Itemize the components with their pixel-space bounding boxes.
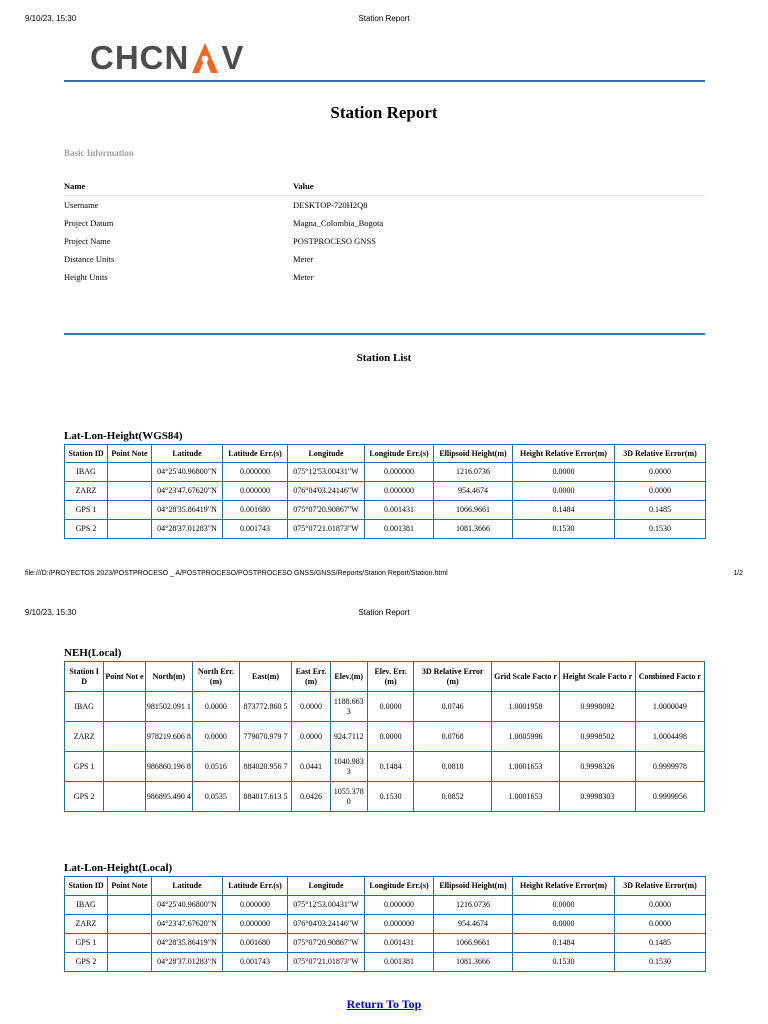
table-cell: 0.1530 bbox=[513, 953, 615, 972]
table-cell: 0.1530 bbox=[615, 953, 706, 972]
table-cell: GPS 1 bbox=[65, 501, 108, 520]
table-cell: 0.1484 bbox=[513, 501, 615, 520]
table-cell: 924.7112 bbox=[330, 722, 367, 752]
column-header: Latitude Err.(s) bbox=[223, 877, 288, 896]
table-cell: 1.0004498 bbox=[635, 722, 704, 752]
table-cell: 0.001431 bbox=[365, 934, 434, 953]
table-cell: 954.4674 bbox=[434, 915, 513, 934]
info-row-project-name bbox=[64, 232, 705, 250]
table-cell: 0.1485 bbox=[615, 501, 706, 520]
table-cell: 04°28'37.01283"N bbox=[152, 953, 223, 972]
table-header-row bbox=[65, 877, 706, 896]
table-row bbox=[65, 752, 705, 782]
col-value-header: Value bbox=[293, 181, 314, 191]
info-value: Meter bbox=[293, 272, 314, 282]
table-header-row bbox=[65, 445, 706, 463]
column-header: Combined Facto r bbox=[635, 662, 704, 692]
table-cell: GPS 1 bbox=[65, 934, 108, 953]
return-to-top-link[interactable]: Return To Top bbox=[346, 997, 422, 1011]
table-row bbox=[65, 520, 706, 539]
table-cell: 04°28'37.01283"N bbox=[152, 520, 223, 539]
table-cell: 1066.9661 bbox=[434, 501, 513, 520]
basic-info-head bbox=[64, 176, 705, 196]
table-cell: 04°25'40.96800"N bbox=[152, 896, 223, 915]
table-cell: GPS 2 bbox=[65, 520, 108, 539]
column-header: Station ID bbox=[65, 445, 108, 463]
table-row bbox=[65, 463, 706, 482]
header-divider bbox=[64, 80, 705, 82]
column-header: North Err. (m) bbox=[193, 662, 240, 692]
info-value: Meter bbox=[293, 254, 314, 264]
info-value: POSTPROCESO GNSS bbox=[293, 236, 376, 246]
column-header: Ellipsoid Height(m) bbox=[434, 445, 513, 463]
column-header: Station I D bbox=[65, 662, 104, 692]
print-datetime: 9/10/23, 15:30 bbox=[25, 608, 77, 617]
wgs84-table bbox=[64, 444, 706, 539]
table-cell: 1188.663 3 bbox=[330, 692, 367, 722]
table-cell: 0.0818 bbox=[414, 752, 492, 782]
table-cell: 04°23'47.67620"N bbox=[152, 482, 223, 501]
table-cell: 0.001431 bbox=[365, 501, 434, 520]
table-cell: GPS 1 bbox=[65, 752, 104, 782]
column-header: East(m) bbox=[239, 662, 292, 692]
logo-text-left: CHCN bbox=[90, 39, 190, 76]
table-cell: ZARZ bbox=[65, 482, 108, 501]
table-cell: 0.000000 bbox=[223, 482, 288, 501]
table-cell: IBAG bbox=[65, 463, 108, 482]
column-header: Point Note bbox=[108, 445, 152, 463]
column-header: Latitude bbox=[152, 445, 223, 463]
table-cell bbox=[108, 915, 152, 934]
column-header: Height Relative Error(m) bbox=[513, 445, 615, 463]
table-cell: 0.001381 bbox=[365, 520, 434, 539]
table-cell: 0.0441 bbox=[292, 752, 330, 782]
table-cell: 0.1530 bbox=[367, 782, 414, 812]
table-cell: 0.0000 bbox=[292, 722, 330, 752]
table-row bbox=[65, 501, 706, 520]
table-cell: 986860.196 8 bbox=[145, 752, 193, 782]
column-header: 3D Relative Error(m) bbox=[615, 445, 706, 463]
table-cell: 0.1530 bbox=[513, 520, 615, 539]
column-header: Longitude bbox=[288, 445, 365, 463]
table-cell: 0.0426 bbox=[292, 782, 330, 812]
page-title: Station Report bbox=[330, 103, 438, 122]
table-cell: 1.0001653 bbox=[491, 752, 559, 782]
table-cell: 873772.860 5 bbox=[239, 692, 292, 722]
table-cell: 075°07'20.90867"W bbox=[288, 934, 365, 953]
table-cell: 0.001680 bbox=[223, 934, 288, 953]
print-title: Station Report bbox=[358, 608, 410, 617]
table-cell bbox=[104, 692, 145, 722]
column-header: Elev.(m) bbox=[330, 662, 367, 692]
column-header: North(m) bbox=[145, 662, 193, 692]
table-cell bbox=[108, 520, 152, 539]
table-row bbox=[65, 953, 706, 972]
table-row bbox=[65, 896, 706, 915]
table-row bbox=[65, 782, 705, 812]
table-cell: 986895.490 4 bbox=[145, 782, 193, 812]
print-title: Station Report bbox=[358, 14, 410, 23]
table-cell: 0.1484 bbox=[367, 752, 414, 782]
table-cell: 0.001381 bbox=[365, 953, 434, 972]
table-cell: 1216.0736 bbox=[434, 463, 513, 482]
table-cell: 0.001743 bbox=[223, 520, 288, 539]
column-header: Ellipsoid Height(m) bbox=[434, 877, 513, 896]
table-cell: 0.0746 bbox=[414, 692, 492, 722]
column-header: Grid Scale Facto r bbox=[491, 662, 559, 692]
table-cell bbox=[108, 463, 152, 482]
table-cell: 04°25'40.96800"N bbox=[152, 463, 223, 482]
table-cell: 0.000000 bbox=[365, 915, 434, 934]
column-header: 3D Relative Error(m) bbox=[615, 877, 706, 896]
basic-info-table bbox=[64, 176, 705, 286]
info-row-height-units bbox=[64, 268, 705, 286]
table-cell: 0.0000 bbox=[367, 722, 414, 752]
print-file-path: file:///D:/PROYECTOS 2023/POSTPROCESO _ A/POSTPROCESO/POSTPROCESO GNSS/GNSS/Reports/Station Report/Station.html bbox=[25, 570, 448, 577]
table-cell: GPS 2 bbox=[65, 953, 108, 972]
table-cell: 0.000000 bbox=[365, 463, 434, 482]
table-cell: 0.0000 bbox=[615, 463, 706, 482]
column-header: East Err. (m) bbox=[292, 662, 330, 692]
table-cell bbox=[108, 934, 152, 953]
table-cell: 0.0000 bbox=[292, 692, 330, 722]
info-name: Username bbox=[64, 200, 99, 210]
table-cell: 1081.3666 bbox=[434, 953, 513, 972]
table-cell: 0.9998303 bbox=[560, 782, 635, 812]
table-cell: 1.0005996 bbox=[491, 722, 559, 752]
table-cell: 978219.606 8 bbox=[145, 722, 193, 752]
table-cell: 884020.956 7 bbox=[239, 752, 292, 782]
table-cell: ZARZ bbox=[65, 722, 104, 752]
table-cell: 0.001743 bbox=[223, 953, 288, 972]
table-cell bbox=[108, 501, 152, 520]
table-row bbox=[65, 482, 706, 501]
table-cell: 04°28'35.86419"N bbox=[152, 934, 223, 953]
table-cell: 0.9998092 bbox=[560, 692, 635, 722]
table-cell: 0.0000 bbox=[513, 482, 615, 501]
table-cell: 0.000000 bbox=[223, 463, 288, 482]
local-table-title: Lat-Lon-Height(Local) bbox=[64, 862, 173, 874]
info-row-username bbox=[64, 196, 705, 214]
table-cell: 954.4674 bbox=[434, 482, 513, 501]
column-header: Point Note bbox=[108, 877, 152, 896]
basic-info-label: Basic Information bbox=[64, 148, 134, 158]
column-header: 3D Relative Error (m) bbox=[414, 662, 492, 692]
wgs84-table-title: Lat-Lon-Height(WGS84) bbox=[64, 430, 183, 442]
table-cell: 1040.983 3 bbox=[330, 752, 367, 782]
table-cell: 0.0000 bbox=[513, 463, 615, 482]
table-cell: GPS 2 bbox=[65, 782, 104, 812]
table-cell bbox=[108, 953, 152, 972]
info-value: DESKTOP-720H2Q8 bbox=[293, 200, 368, 210]
neh-table-title: NEH(Local) bbox=[64, 647, 122, 659]
neh-table bbox=[64, 661, 705, 812]
table-cell bbox=[104, 722, 145, 752]
chcnav-logo bbox=[90, 40, 244, 76]
table-cell: 0.0000 bbox=[513, 915, 615, 934]
table-cell bbox=[104, 782, 145, 812]
table-cell: 0.9998326 bbox=[560, 752, 635, 782]
table-cell: 04°28'35.86419"N bbox=[152, 501, 223, 520]
logo-text-right: V bbox=[221, 39, 245, 76]
column-header: Longitude Err.(s) bbox=[365, 877, 434, 896]
table-cell: 0.0000 bbox=[615, 896, 706, 915]
table-cell: 1066.9661 bbox=[434, 934, 513, 953]
table-cell: ZARZ bbox=[65, 915, 108, 934]
info-value: Magna_Colombia_Bogota bbox=[293, 218, 384, 228]
table-row bbox=[65, 915, 706, 934]
col-name-header: Name bbox=[64, 181, 86, 191]
table-cell: 0.0000 bbox=[367, 692, 414, 722]
column-header: Point Not e bbox=[104, 662, 145, 692]
table-cell: 0.001680 bbox=[223, 501, 288, 520]
table-cell: 075°12'53.00431"W bbox=[288, 463, 365, 482]
table-cell: 0.000000 bbox=[365, 896, 434, 915]
table-cell bbox=[108, 482, 152, 501]
column-header: Longitude bbox=[288, 877, 365, 896]
table-cell: 0.0000 bbox=[615, 482, 706, 501]
info-name: Height Units bbox=[64, 272, 108, 282]
table-cell: 0.0000 bbox=[615, 915, 706, 934]
table-cell: 981502.091 1 bbox=[145, 692, 193, 722]
table-cell: 075°07'20.90867"W bbox=[288, 501, 365, 520]
info-name: Project Datum bbox=[64, 218, 114, 228]
column-header: Elev. Err. (m) bbox=[367, 662, 414, 692]
table-cell: 075°07'21.01873"W bbox=[288, 520, 365, 539]
table-cell: 0.1530 bbox=[615, 520, 706, 539]
print-page-number: 1/2 bbox=[733, 570, 743, 577]
table-cell bbox=[108, 896, 152, 915]
table-cell: 779070.979 7 bbox=[239, 722, 292, 752]
table-cell: 0.0000 bbox=[193, 722, 240, 752]
table-cell: 1055.378 0 bbox=[330, 782, 367, 812]
table-cell: 04°23'47.67620"N bbox=[152, 915, 223, 934]
table-cell: 0.0000 bbox=[513, 896, 615, 915]
info-row-project-datum bbox=[64, 214, 705, 232]
column-header: Station ID bbox=[65, 877, 108, 896]
table-cell: 075°07'21.01873"W bbox=[288, 953, 365, 972]
column-header: Longitude Err.(s) bbox=[365, 445, 434, 463]
table-cell: 0.9999956 bbox=[635, 782, 704, 812]
table-cell: 0.000000 bbox=[365, 482, 434, 501]
local-table bbox=[64, 876, 706, 972]
table-cell: 1216.0736 bbox=[434, 896, 513, 915]
column-header: Latitude Err.(s) bbox=[223, 445, 288, 463]
table-cell: 1081.3666 bbox=[434, 520, 513, 539]
table-cell: 884017.613 5 bbox=[239, 782, 292, 812]
column-header: Height Relative Error(m) bbox=[513, 877, 615, 896]
column-header: Latitude bbox=[152, 877, 223, 896]
info-name: Project Name bbox=[64, 236, 111, 246]
print-datetime: 9/10/23, 15:30 bbox=[25, 14, 77, 23]
table-cell: 1.0001958 bbox=[491, 692, 559, 722]
table-cell: 1.0000049 bbox=[635, 692, 704, 722]
table-cell: 0.0000 bbox=[193, 692, 240, 722]
table-header-row bbox=[65, 662, 705, 692]
table-cell: 0.1484 bbox=[513, 934, 615, 953]
table-cell: 0.0852 bbox=[414, 782, 492, 812]
table-cell: 0.0768 bbox=[414, 722, 492, 752]
table-cell: IBAG bbox=[65, 896, 108, 915]
table-row bbox=[65, 692, 705, 722]
table-row bbox=[65, 722, 705, 752]
section-divider bbox=[64, 333, 705, 335]
table-cell: 076°04'03.24146"W bbox=[288, 915, 365, 934]
table-cell: 0.9999978 bbox=[635, 752, 704, 782]
table-row bbox=[65, 934, 706, 953]
table-cell: 0.9998502 bbox=[560, 722, 635, 752]
info-row-distance-units bbox=[64, 250, 705, 268]
table-cell: 076°04'03.24146"W bbox=[288, 482, 365, 501]
table-cell: 0.1485 bbox=[615, 934, 706, 953]
table-cell: 0.000000 bbox=[223, 896, 288, 915]
info-name: Distance Units bbox=[64, 254, 115, 264]
logo-a-icon bbox=[190, 42, 220, 74]
column-header: Height Scale Facto r bbox=[560, 662, 635, 692]
table-cell: 1.0001653 bbox=[491, 782, 559, 812]
table-cell: 0.0535 bbox=[193, 782, 240, 812]
table-cell: 0.000000 bbox=[223, 915, 288, 934]
station-list-title: Station List bbox=[356, 352, 412, 364]
table-cell: 0.0516 bbox=[193, 752, 240, 782]
table-cell: IBAG bbox=[65, 692, 104, 722]
table-cell: 075°12'53.00431"W bbox=[288, 896, 365, 915]
table-cell bbox=[104, 752, 145, 782]
